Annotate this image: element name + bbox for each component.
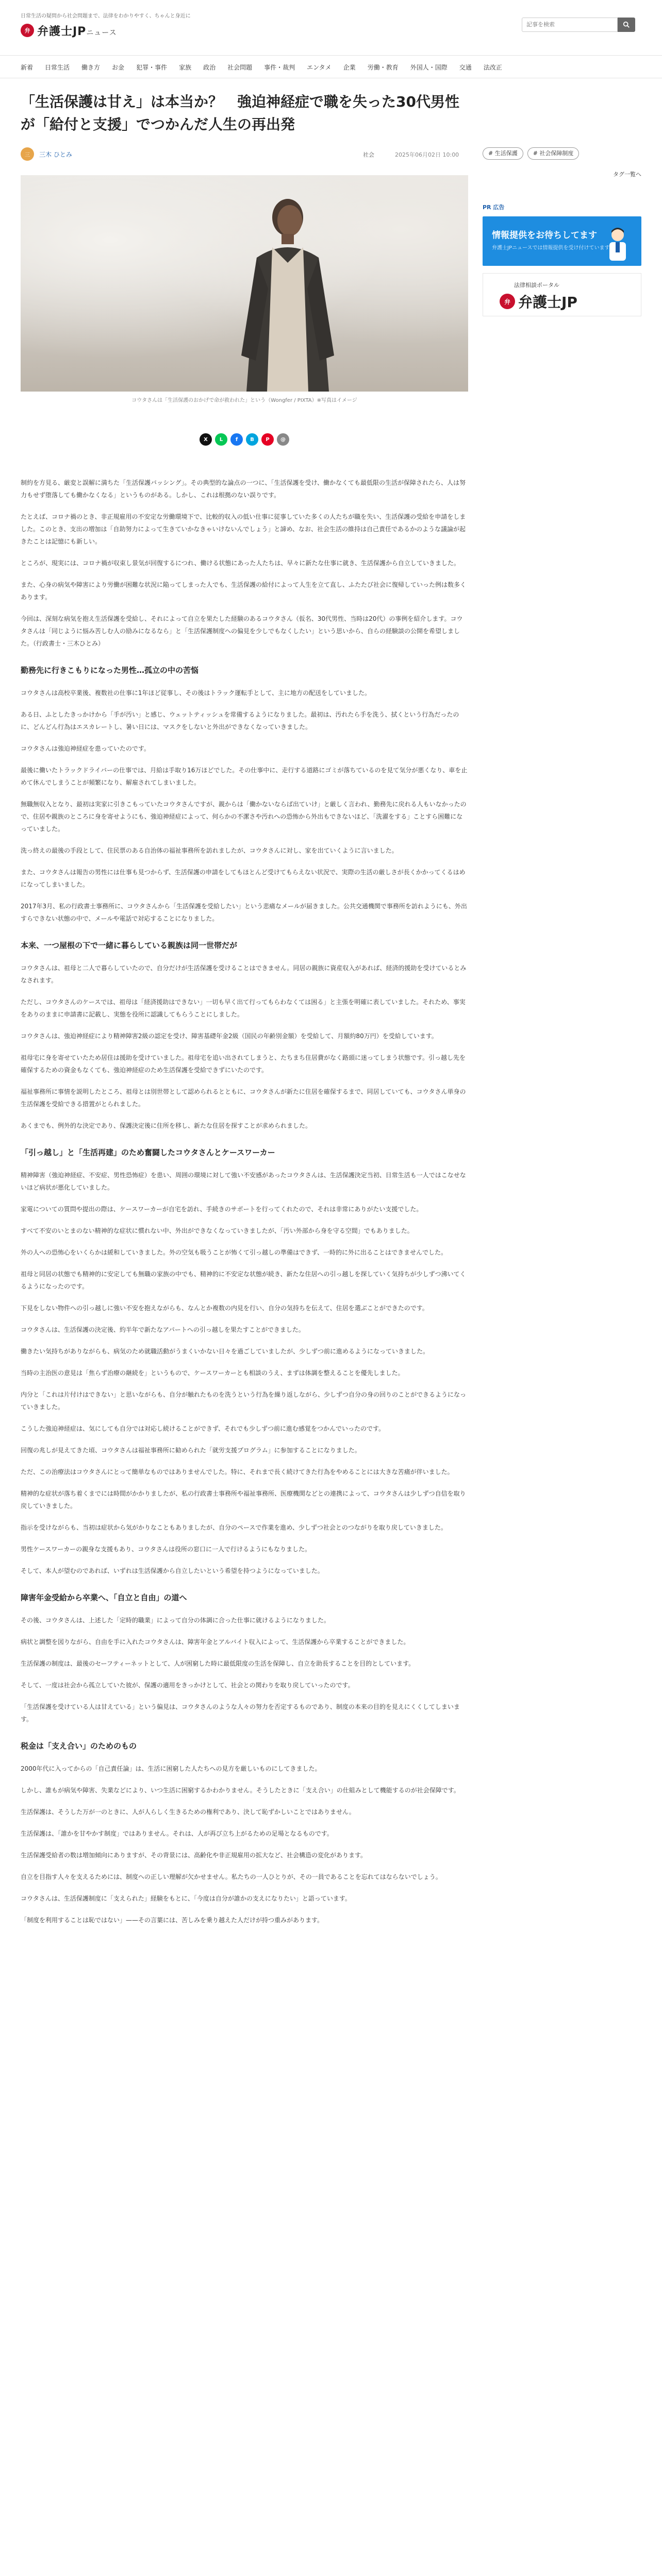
paragraph: 生活保護の制度は、最後のセーフティーネットとして、人が困窮した時に最低限度の生活を保障し、自立を助長することを目的としています。: [21, 1660, 415, 1667]
paragraph: 精神的な症状が落ち着くまでには時間がかかりましたが、私の行政書士事務所や福祉事務所、医療機関などとの連携によって、コウタさんは少しずつ自信を取り戻していきました。: [21, 1490, 466, 1510]
nav-item[interactable]: 犯罪・事件: [136, 63, 168, 71]
paragraph: その後、コウタさんは、上述した「定時的職業」によって自分の体調に合った仕事に就けるようになりました。: [21, 1617, 330, 1624]
section-heading: 障害年金受給から卒業へ、「自立と自由」の道へ: [21, 1593, 187, 1602]
category-nav: [0, 56, 662, 78]
logo-sub: ニュース: [86, 28, 117, 37]
share-buttons: [21, 433, 468, 446]
search-button[interactable]: [618, 18, 635, 32]
search-box: [522, 18, 640, 32]
tag-chip[interactable]: # 社会保障制度: [527, 147, 580, 160]
paragraph: 祖母と同居の状態でも精神的に安定しても無職の家族の中でも、精神的に不安定な状態が続き、新たな住居への引っ越しを探していく気持ちが少しずつ沸いてくるようになったのです。: [21, 1270, 466, 1290]
portal-sub: 法律相談ポータル: [514, 282, 559, 289]
nav-item[interactable]: 外国人・国際: [410, 63, 448, 71]
paragraph: ところが、現実には、コロナ禍が収束し景気が回復するにつれ、働ける状態にあった人たちは、早々に新たな仕事に就き、生活保護から自立していきました。: [21, 560, 460, 567]
paragraph: 生活保護は、「誰かを甘やかす制度」ではありません。それは、人が再び立ち上がるための足場となるものです。: [21, 1830, 333, 1837]
portal-banner[interactable]: [483, 273, 641, 316]
portal-logo: [500, 291, 577, 312]
banner-sub: 弁護士JPニュースでは情報提供を受け付けています: [492, 245, 610, 251]
paragraph: たとえば、コロナ禍のとき、非正規雇用の不安定な労働環境下で、比較的収入の低い仕事に従事していた多くの人たちが職を失い、生活保護の受給を申請をしました。このとき、支出の増加は「自助努力によって生きていかなきゃいけないんでしょう」と諦め、なお、社会生活の維持は自己責任であるかのような議論が起きたことは記憶にも新しい。: [21, 513, 466, 545]
author-name[interactable]: 三木 ひとみ: [39, 150, 72, 158]
logo-name: 弁護士JP: [37, 25, 87, 38]
hero-image: [21, 175, 468, 392]
paragraph: 回復の兆しが見えてきた頃、コウタさんは福祉事務所に勧められた「就労支援プログラム」に参加することになりました。: [21, 1447, 361, 1454]
paragraph: コウタさんは強迫神経症を患っていたのです。: [21, 745, 150, 752]
banner-title: 情報提供をお待ちしてます: [492, 230, 597, 241]
hatena-share-icon[interactable]: B: [246, 433, 258, 446]
paragraph: 無職無収入となり、最初は実家に引きこもっていたコウタさんですが、親からは「働かないならば出ていけ」と厳しく言われ、勤務先に戻れる人もいなかったので、住居や親族のところに身を寄せようにも、強迫神経症によって、何らかの不潔さや汚れへの恐怖から外出もできないほど、「洗濯をする」ことすら困難になっていました。: [21, 801, 467, 833]
paragraph: 精神障害（強迫神経症、不安症、男性恐怖症）を患い、周囲の環境に対して強い不安感があったコウタさんは、生活保護決定当初、日常生活も一人ではこなせないほど病状が悪化していました。: [21, 1172, 466, 1191]
nav-item[interactable]: 法改正: [483, 63, 502, 71]
nav-item[interactable]: 新着: [21, 63, 34, 71]
hero-caption: コウタさんは「生活保護のおかげで命が救われた」という（Wongfer / PIXTA）※写真はイメージ: [131, 398, 357, 403]
avatar: 三: [21, 147, 34, 161]
sidebar: [483, 91, 641, 316]
section-heading: 勤務先に行きこもりになった男性…孤立の中の苦悩: [21, 666, 199, 675]
paragraph: コウタさんは、生活保護の決定後、約半年で新たなアパートへの引っ越しを果たすことができました。: [21, 1326, 305, 1333]
paragraph: 「制度を利用することは恥ではない」——その言葉には、苦しみを乗り越えた人だけが持つ重みがあります。: [21, 1917, 324, 1924]
paragraph: ただ、この治療法はコウタさんにとって簡単なものではありませんでした。特に、それまで長く続けてきた行為をやめることには大きな苦痛が伴いました。: [21, 1468, 454, 1476]
paragraph: 福祉事務所に事情を説明したところ、祖母とは別世帯として認められるとともに、コウタさんが新たに住居を確保するまで、同居していても、コウタさん単身の生活保護を受給できる措置がとられました。: [21, 1088, 466, 1108]
category-label[interactable]: 社会: [363, 151, 374, 158]
paragraph: あくまでも、例外的な決定であり、保護決定後に住所を移し、新たな住居を探すことが求められました。: [21, 1122, 312, 1129]
author-block[interactable]: [21, 147, 72, 161]
logo-mark-icon: 弁: [21, 24, 34, 37]
person-figure-image: [236, 191, 339, 392]
paragraph: 内分と「これは片付けはできない」と思いながらも、自分が触れたものを洗うという行為を繰り返しながら、少しずつ自分の身の回りのことができるようになっていきました。: [21, 1391, 467, 1411]
nav-item[interactable]: 企業: [343, 63, 356, 71]
paragraph: また、コウタさんは報告の男性には仕事も見つからず、生活保護の申請をしてもほとんど受けてもらえない状況で、実際の生活の厳しさが長くかかってくるはめになってしまいました。: [21, 869, 466, 888]
section-heading: 税金は「支え合い」のためのもの: [21, 1741, 137, 1751]
nav-list: [0, 56, 662, 78]
paragraph: 自立を目指す人々を支えるためには、制度への正しい理解が欠かせません。私たちの一人ひとりが、その一員であることを忘れてはならないでしょう。: [21, 1873, 442, 1880]
paragraph: コウタさんは、祖母と二人で暮らしていたので、自分だけが生活保護を受けることはできません。同居の親族に資産収入があれば、経済的援助を受けているとみなされます。: [21, 964, 467, 984]
logo-text: [37, 23, 117, 39]
paragraph: しかし、誰もが病気や障害、失業などにより、いつ生活に困窮するかわかりません。そうしたときに「支え合い」の仕組みとして機能するのが社会保障です。: [21, 1787, 460, 1794]
paragraph: また、心身の病気や障害により労働が困難な状況に陥ってしまった人でも、生活保護の給付によって人生を立て直し、ふたたび社会に復帰していった例は数多くあります。: [21, 581, 467, 601]
article-main: [21, 91, 468, 1936]
publish-date: 2025年06月02日 10:00: [395, 151, 459, 158]
nav-item[interactable]: 働き方: [81, 63, 101, 71]
site-logo[interactable]: [21, 23, 117, 38]
article-meta: [21, 144, 468, 165]
article-body: [21, 477, 468, 1926]
nav-item[interactable]: 交通: [459, 63, 472, 71]
paragraph: 「生活保護を受けている人は甘えている」という偏見は、コウタさんのような人々の努力を否定するものであり、制度の本来の目的を見えにくくしてしまいます。: [21, 1703, 460, 1723]
paragraph: 最後に働いたトラックドライバーの仕事では、月給は手取り16万ほどでした。その仕事中に、走行する道路にゴミが落ちているのを見て気分が悪くなり、車を止めて休んでしまうことが頻繁になり、解雇されてしまいました。: [21, 767, 468, 786]
line-share-icon[interactable]: L: [215, 433, 227, 446]
nav-item[interactable]: エンタメ: [307, 63, 332, 71]
nav-item[interactable]: 日常生活: [45, 63, 70, 71]
paragraph: 今回は、深刻な病気を抱え生活保護を受給し、それによって自立を果たした経験のあるコウタさん（仮名、30代男性、当時は20代）の事例を紹介します。コウタさんは「同じように悩み苦しむ人の励みになるなら」と「生活保護制度への偏見を少しでもなくしたい」という思いから、自らの経験談の公開を希望しました。（行政書士・三木ひとみ）: [21, 615, 463, 647]
paragraph: 家電についての質問や提出の際は、ケースワーカーが自宅を訪れ、手続きのサポートを行ってくれたので、それは非常にありがたい支援でした。: [21, 1206, 423, 1213]
site-header: [0, 0, 662, 56]
facebook-share-icon[interactable]: f: [230, 433, 243, 446]
paragraph: 当時の主治医の意見は「焦らず治療の継続を」というもので、ケースワーカーとも相談のうえ、まずは体調を整えることを優先しました。: [21, 1369, 404, 1377]
info-banner[interactable]: [483, 216, 641, 266]
paragraph: コウタさんは、強迫神経症により精神障害2級の認定を受け、障害基礎年金2級（国民の年齢別金額）を受給して、月額約80万円）を受給しています。: [21, 1032, 438, 1040]
paragraph: そして、一度は社会から孤立していた彼が、保護の適用をきっかけとして、社会との関わりを取り戻していったのです。: [21, 1682, 354, 1689]
paragraph: 2000年代に入ってからの「自己責任論」は、生活に困窮した人たちへの見方を厳しいものにしてきました。: [21, 1765, 321, 1772]
tag-list-link[interactable]: タグ一覧へ: [613, 171, 641, 178]
paragraph: 外の人への恐怖心をいくらかは緩和していきました。外の空気も吸うことが怖くて引っ越しの準備はできず、一時的に外に出ることはできませんでした。: [21, 1249, 448, 1256]
paragraph: こうした強迫神経症は、気にしても自分では対応し続けることができず、それでも少しずつ前に進む感覚をつかんでいったのです。: [21, 1425, 385, 1432]
nav-item[interactable]: お金: [112, 63, 125, 71]
nav-item[interactable]: 事件・裁判: [264, 63, 295, 71]
section-heading: 本来、一つ屋根の下で一緒に暮らしている親族は同一世帯だが: [21, 941, 238, 950]
person-illustration-icon: [601, 225, 634, 261]
paragraph: 生活保護は、そうした万が一のときに、人が人らしく生きるための権利であり、決して恥ずかしいことではありません。: [21, 1808, 355, 1816]
ad-caption: PR 広告: [483, 204, 505, 211]
pocket-share-icon[interactable]: P: [261, 433, 274, 446]
paragraph: 生活保護受給者の数は増加傾向にありますが、その背景には、高齢化や非正規雇用の拡大など、社会構造の変化があります。: [21, 1852, 367, 1859]
paragraph: ある日、ふとしたきっかけから「手が汚い」と感じ、ウェットティッシュを常備するようになりました。最初は、汚れたら手を洗う、拭くという行為だったのに、どんどん行為はエスカレートし、暑い日には、マスクをしないと外出ができなくなっていきました。: [21, 711, 459, 731]
paragraph: 下見をしない物件への引っ越しに強い不安を抱えながらも、なんとか複数の内見を行い、自分の気持ちを伝えて、住居を選ぶことができたのです。: [21, 1304, 428, 1312]
paragraph: 祖母宅に身を寄せていたため居住は援助を受けていました。祖母宅を追い出されてしまうと、たちまち住居費がなく路頭に迷ってしまう状態です。引っ越し先を確保するための資金もなくても、強迫神経症のため生活保護を受給できずにいたのです。: [21, 1054, 466, 1074]
paragraph: 2017年3月、私の行政書士事務所に、コウタさんから「生活保護を受給したい」という悲痛なメールが届きました。公共交通機関で事務所を訪れようにも、外出すらできない状態の中で、メールや電話で対応することになりました。: [21, 903, 467, 922]
paragraph: ただし、コウタさんのケースでは、祖母は「経済援助はできない」一切も早く出て行ってもらわなくては困る」と主張を明確に表していました。それため、事実をありのままに申請書に記載し、実態を役所に認識してもらうことにしました。: [21, 998, 466, 1018]
paragraph: 洗っ終えの最後の手段として、住民票のある自治体の福祉事務所を訪れましたが、コウタさんに対し、家を出ていくように言いました。: [21, 847, 398, 854]
section-heading: 「引っ越し」と「生活再建」のため奮闘したコウタさんとケースワーカー: [21, 1148, 275, 1157]
nav-item[interactable]: 労働・教育: [367, 63, 399, 71]
paragraph: すべて不安のいとまのない精神的な症状に慣れない中、外出ができなくなっていきましたが、「汚い外部から身を守る空間」でもありました。: [21, 1227, 413, 1234]
article-title: 「生活保護は甘え」は本当か？ 強迫神経症で職を失った30代男性が「給付と支援」でつかんだ人生の再出発: [21, 93, 459, 133]
paragraph: 制約を方見る、厳変と誤解に満ちた「生活保護バッシング」。その典型的な論点の一つに、「生活保護を受け、働かなくても最低限の生活が保障されたら、人は努力もせず堕落しても働かなくなる」というものがある。しかし、これは根拠のない誤りです。: [21, 479, 466, 499]
tag-chip[interactable]: # 生活保護: [483, 147, 523, 160]
x-share-icon[interactable]: X: [200, 433, 212, 446]
portal-logo-text: 弁護士JP: [518, 294, 577, 311]
paragraph: 男性ケースワーカーの親身な支援もあり、コウタさんは役所の窓口に一人で行けるようにもなりました。: [21, 1546, 311, 1553]
site-tagline: 日常生活の疑問から社会問題まで、法律をわかりやすく、ちゃんと身近に: [21, 13, 191, 19]
tag-list: [483, 147, 641, 160]
paragraph: 働きたい気持ちがありながらも、病気のため就職活動がうまくいかない日々を過ごしていましたが、少しずつ前に進めるようになっていきました。: [21, 1348, 429, 1355]
paragraph: コウタさんは、生活保護制度に「支えられた」経験をもとに、「今度は自分が誰かの支えになりたい」と語っています。: [21, 1895, 351, 1902]
paragraph: 指示を受けながらも、当初は症状から気がかりなこともありましたが、自分のペースで作業を進め、少しずつ社会とのつながりを取り戻していきました。: [21, 1524, 447, 1531]
paragraph: そして、本人が望むのであれば、いずれは生活保護から自立したいという希望を持つようになっていました。: [21, 1567, 324, 1574]
paragraph: コウタさんは高校卒業後、複数社の仕事に1年ほど従事し、その後はトラック運転手として、主に地方の配送をしていました。: [21, 689, 371, 697]
nav-item[interactable]: 社会問題: [227, 63, 253, 71]
paragraph: 病状と調整を図りながら、自由を手に入れたコウタさんは、障害年金とアルバイト収入によって、生活保護から卒業することができました。: [21, 1638, 410, 1646]
portal-logo-mark-icon: 弁: [500, 294, 515, 309]
nav-item[interactable]: 家族: [179, 63, 192, 71]
search-icon: [623, 21, 630, 28]
search-input[interactable]: [522, 18, 618, 32]
link-copy-icon[interactable]: @: [277, 433, 289, 446]
nav-item[interactable]: 政治: [203, 63, 216, 71]
